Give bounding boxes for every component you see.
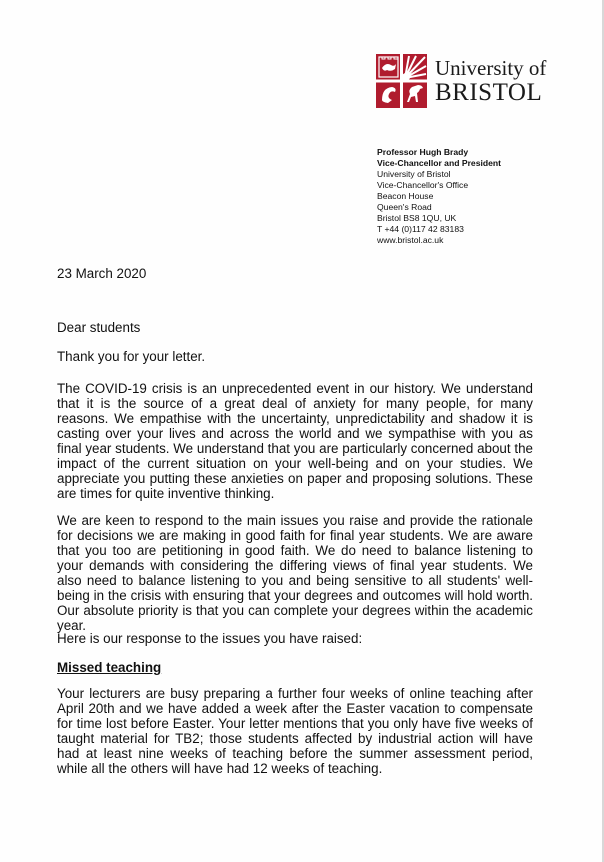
thanks-line: Thank you for your letter. [57, 349, 206, 364]
letter-date: 23 March 2020 [57, 266, 147, 281]
logo-line-bristol: BRISTOL [435, 78, 543, 106]
response-intro: Here is our response to the issues you have raised: [57, 631, 363, 646]
logo-line-university-of: University of [435, 55, 547, 80]
university-crest-icon [376, 54, 427, 108]
address-line: Bristol BS8 1QU, UK [377, 213, 457, 223]
address-line: Beacon House [377, 191, 434, 201]
paragraph-response-rationale: We are keen to respond to the main issues you raise and provide the rationale for decisions we are making in good faith for final year students. We are aware that you too are petitioning in good faith. We do need to balance listening to your demands with considering the differing views of final year students. We also need to balance listening to you and being sensitive to all students' well-being in the crisis with ensuring that your degrees and outcomes will hold worth. Our absolute priority is that you can complete your degrees within the academic year. [57, 513, 533, 633]
sender-name: Professor Hugh Brady [377, 147, 469, 157]
address-line: Queen's Road [377, 202, 432, 212]
salutation: Dear students [57, 320, 141, 335]
paragraph-missed-teaching: Your lecturers are busy preparing a further four weeks of online teaching after April 20th and we have added a week after the Easter vacation to compensate for time lost before Easter. Your letter mentions that you only have five weeks of taught material for TB2; those students affected by industrial action will have had at least nine weeks of teaching before the summer assessment period, while all the others will have had 12 weeks of teaching. [57, 686, 533, 776]
website-url: www.bristol.ac.uk [377, 235, 444, 245]
sender-address-block [377, 147, 501, 246]
sender-title: Vice-Chancellor and President [377, 158, 502, 168]
logo-wordmark [435, 55, 547, 106]
phone-number: T +44 (0)117 42 83183 [377, 224, 464, 234]
address-line: Vice-Chancellor's Office [377, 180, 469, 190]
paragraph-covid-crisis: The COVID-19 crisis is an unprecedented event in our history. We understand that it is the source of a great deal of anxiety for many people, for many reasons. We empathise with the uncertainty, unpredictability and shadow it is casting over your lives and across the world and we sympathise with you as final year students. We understand that you are particularly concerned about the impact of the current situation on your well-being and on your studies. We appreciate you putting these anxieties on paper and proposing solutions. These are times for quite inventive thinking. [57, 381, 533, 501]
university-logo [376, 54, 546, 108]
address-line: University of Bristol [377, 169, 451, 179]
section-heading-missed-teaching: Missed teaching [57, 660, 162, 675]
